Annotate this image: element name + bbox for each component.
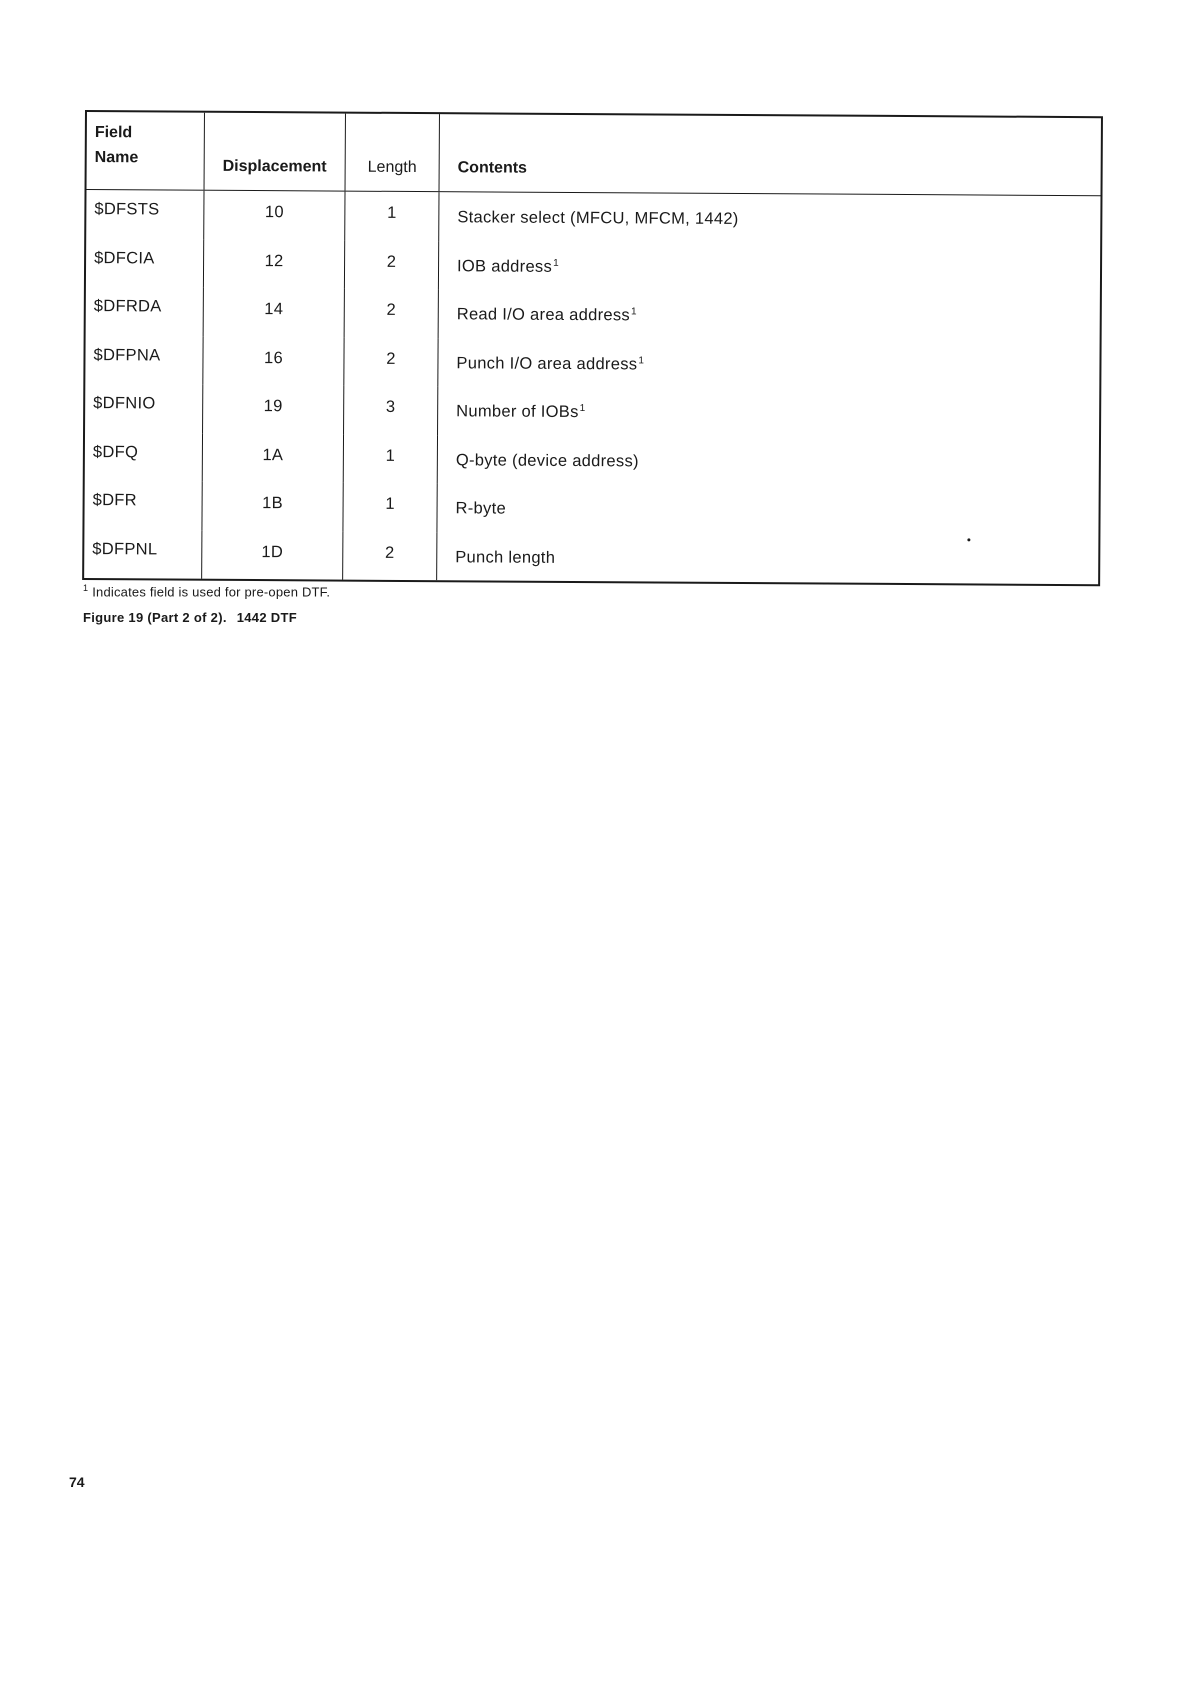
cell-displacement: 10 xyxy=(204,191,345,240)
cell-length: 2 xyxy=(344,337,438,386)
cell-displacement: 14 xyxy=(204,288,345,337)
cell-length: 2 xyxy=(345,240,439,289)
table-row xyxy=(84,530,1098,585)
cell-length: 1 xyxy=(344,434,438,483)
contents-text: IOB address xyxy=(457,256,553,276)
table-body xyxy=(84,190,1100,584)
contents-text: Stacker select (MFCU, MFCM, 1442) xyxy=(457,208,739,228)
table-row xyxy=(86,190,1100,245)
cell-contents xyxy=(438,338,1099,391)
cell-length: 2 xyxy=(343,531,437,580)
cell-displacement: 1B xyxy=(202,482,343,531)
table-row xyxy=(84,481,1098,536)
cell-field-name: $DFRDA xyxy=(86,287,204,336)
header-contents: Contents xyxy=(457,159,528,177)
footnote-reference: 1 xyxy=(553,257,559,269)
footnote-reference: 1 xyxy=(630,306,637,318)
footnote-text: Indicates field is used for pre-open DTF. xyxy=(92,584,331,600)
cell-field-name: $DFQ xyxy=(85,433,203,482)
contents-text: Read I/O area address xyxy=(456,305,631,325)
cell-contents xyxy=(437,532,1098,585)
contents-text: Number of IOBs xyxy=(456,402,579,422)
figure-number: Figure 19 (Part 2 of 2). xyxy=(83,610,227,625)
cell-field-name: $DFSTS xyxy=(86,190,204,239)
cell-displacement: 16 xyxy=(203,336,344,385)
cell-contents xyxy=(437,483,1098,536)
table-row xyxy=(86,239,1100,294)
cell-field-name: $DFR xyxy=(84,481,202,530)
cell-displacement: 12 xyxy=(204,239,345,288)
contents-text: Punch I/O area address xyxy=(456,353,638,373)
table-row xyxy=(86,287,1100,342)
cell-contents xyxy=(439,192,1100,245)
header-displacement: Displacement xyxy=(205,113,346,191)
header-length: Length xyxy=(346,114,440,192)
header-field-name xyxy=(87,112,205,190)
table-row xyxy=(85,433,1099,488)
cell-length: 3 xyxy=(344,386,438,435)
table-footnote xyxy=(83,583,330,599)
cell-contents xyxy=(438,386,1099,439)
page-number: 74 xyxy=(69,1474,85,1490)
cell-field-name: $DFPNA xyxy=(85,336,203,385)
table-row xyxy=(85,336,1099,391)
footnote-reference: 1 xyxy=(579,403,586,415)
footnote-reference: 1 xyxy=(638,354,645,366)
header-field-name-line1: Field xyxy=(94,124,133,142)
contents-text: Punch length xyxy=(455,547,556,567)
contents-text: R-byte xyxy=(455,499,507,518)
cell-field-name: $DFNIO xyxy=(85,384,203,433)
scan-speck xyxy=(967,538,970,541)
cell-field-name: $DFPNL xyxy=(84,530,202,579)
cell-field-name: $DFCIA xyxy=(86,239,204,288)
figure-caption xyxy=(83,610,297,625)
header-field-name-line2: Name xyxy=(94,149,139,167)
cell-displacement: 1D xyxy=(202,530,343,579)
table-row xyxy=(85,384,1099,439)
contents-text: Q-byte (device address) xyxy=(455,450,639,470)
cell-length: 1 xyxy=(345,192,439,241)
cell-length: 1 xyxy=(343,483,437,532)
cell-displacement: 1A xyxy=(203,433,344,482)
table-header-row xyxy=(87,112,1101,196)
cell-length: 2 xyxy=(345,289,439,338)
dtf-field-table xyxy=(82,110,1103,586)
cell-contents xyxy=(439,241,1100,294)
footnote-mark: 1 xyxy=(83,583,89,593)
cell-displacement: 19 xyxy=(203,385,344,434)
cell-contents xyxy=(439,289,1100,342)
cell-contents xyxy=(438,435,1099,488)
figure-title: 1442 DTF xyxy=(236,610,297,625)
